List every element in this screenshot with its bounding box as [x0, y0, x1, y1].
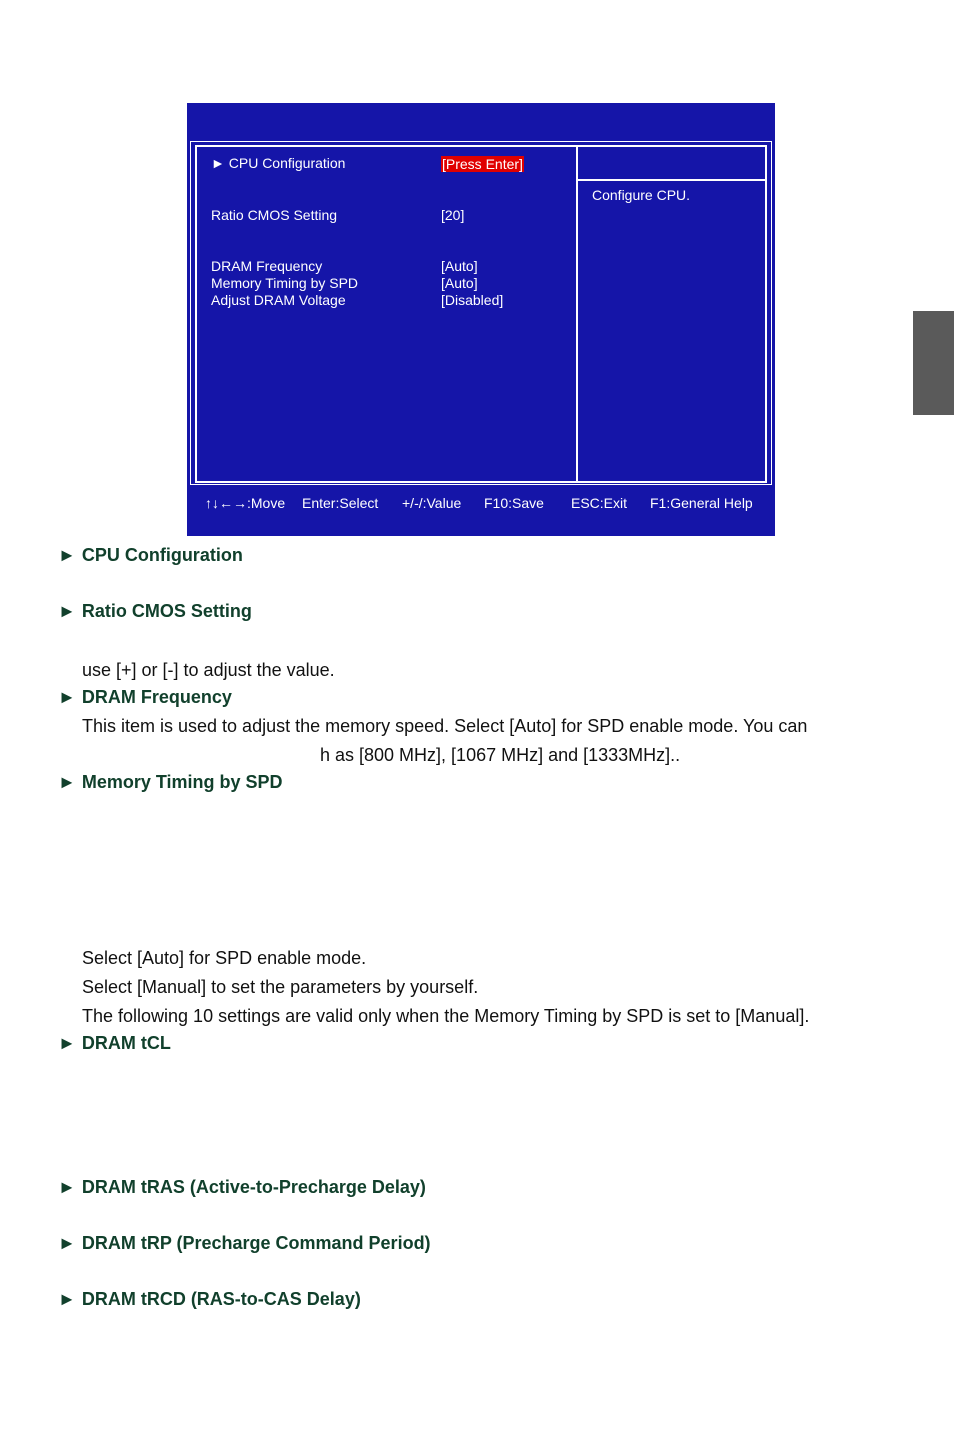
dram-frequency-description-2: h as [800 MHz], [1067 MHz] and [1333MHz].. — [320, 745, 681, 765]
menu-item-ratio-cmos[interactable]: Ratio CMOS Setting — [211, 207, 338, 223]
heading-dram-trp: ► DRAM tRP (Precharge Command Period) — [58, 1233, 431, 1253]
menu-item-adjust-dram-voltage[interactable]: Adjust DRAM Voltage — [211, 292, 346, 308]
help-text: Configure CPU. — [592, 187, 691, 203]
spd-description-1: Select [Auto] for SPD enable mode. — [82, 948, 367, 968]
bullet-arrow-icon: ► — [58, 1289, 76, 1309]
ratio-description: use [+] or [-] to adjust the value. — [82, 660, 335, 680]
bullet-arrow-icon: ► — [58, 545, 76, 565]
press-enter-highlight[interactable]: [Press Enter] — [442, 156, 523, 172]
bullet-arrow-icon: ► — [58, 1033, 76, 1053]
adjust-dram-voltage-value[interactable]: [Disabled] — [441, 292, 504, 308]
footer-exit-hint: ESC:Exit — [571, 495, 628, 511]
dram-frequency-description-1: This item is used to adjust the memory speed. Select [Auto] for SPD enable mode. You can — [82, 716, 808, 736]
bullet-arrow-icon: ► — [58, 772, 76, 792]
bullet-arrow-icon: ► — [58, 601, 76, 621]
memory-timing-value[interactable]: [Auto] — [441, 275, 478, 291]
bullet-arrow-icon: ► — [58, 687, 76, 707]
heading-memory-timing: ► Memory Timing by SPD — [58, 772, 283, 792]
footer-enter-hint: Enter:Select — [302, 495, 379, 511]
bios-settings-panel — [195, 145, 577, 483]
footer-value-hint: +/-/:Value — [402, 495, 462, 511]
footer-help-hint: F1:General Help — [650, 495, 753, 511]
cpu-configuration-value[interactable] — [441, 156, 524, 173]
heading-ratio-cmos: ► Ratio CMOS Setting — [58, 601, 252, 621]
bios-screen — [187, 103, 775, 536]
menu-item-memory-timing[interactable]: Memory Timing by SPD — [211, 275, 359, 291]
bullet-arrow-icon: ► — [58, 1233, 76, 1253]
spd-description-2: Select [Manual] to set the parameters by yourself. — [82, 977, 479, 997]
spd-description-3: The following 10 settings are valid only when the Memory Timing by SPD is set to [Manual]. — [82, 1006, 810, 1026]
heading-cpu-configuration: ► CPU Configuration — [58, 545, 243, 565]
chapter-side-tab — [913, 311, 954, 415]
menu-item-cpu-configuration[interactable]: ► CPU Configuration — [211, 155, 346, 171]
bios-help-panel — [576, 145, 767, 483]
help-divider — [578, 179, 765, 181]
bullet-arrow-icon: ► — [58, 1177, 76, 1197]
heading-dram-tras: ► DRAM tRAS (Active-to-Precharge Delay) — [58, 1177, 426, 1197]
dram-frequency-value[interactable]: [Auto] — [441, 258, 478, 274]
footer-save-hint: F10:Save — [484, 495, 544, 511]
footer-move-hint: ↑↓←→:Move — [205, 495, 286, 511]
menu-item-dram-frequency[interactable]: DRAM Frequency — [211, 258, 323, 274]
heading-dram-trcd: ► DRAM tRCD (RAS-to-CAS Delay) — [58, 1289, 361, 1309]
heading-dram-tcl: ► DRAM tCL — [58, 1033, 171, 1053]
ratio-cmos-value[interactable]: [20] — [441, 207, 465, 223]
heading-dram-frequency: ► DRAM Frequency — [58, 687, 232, 707]
